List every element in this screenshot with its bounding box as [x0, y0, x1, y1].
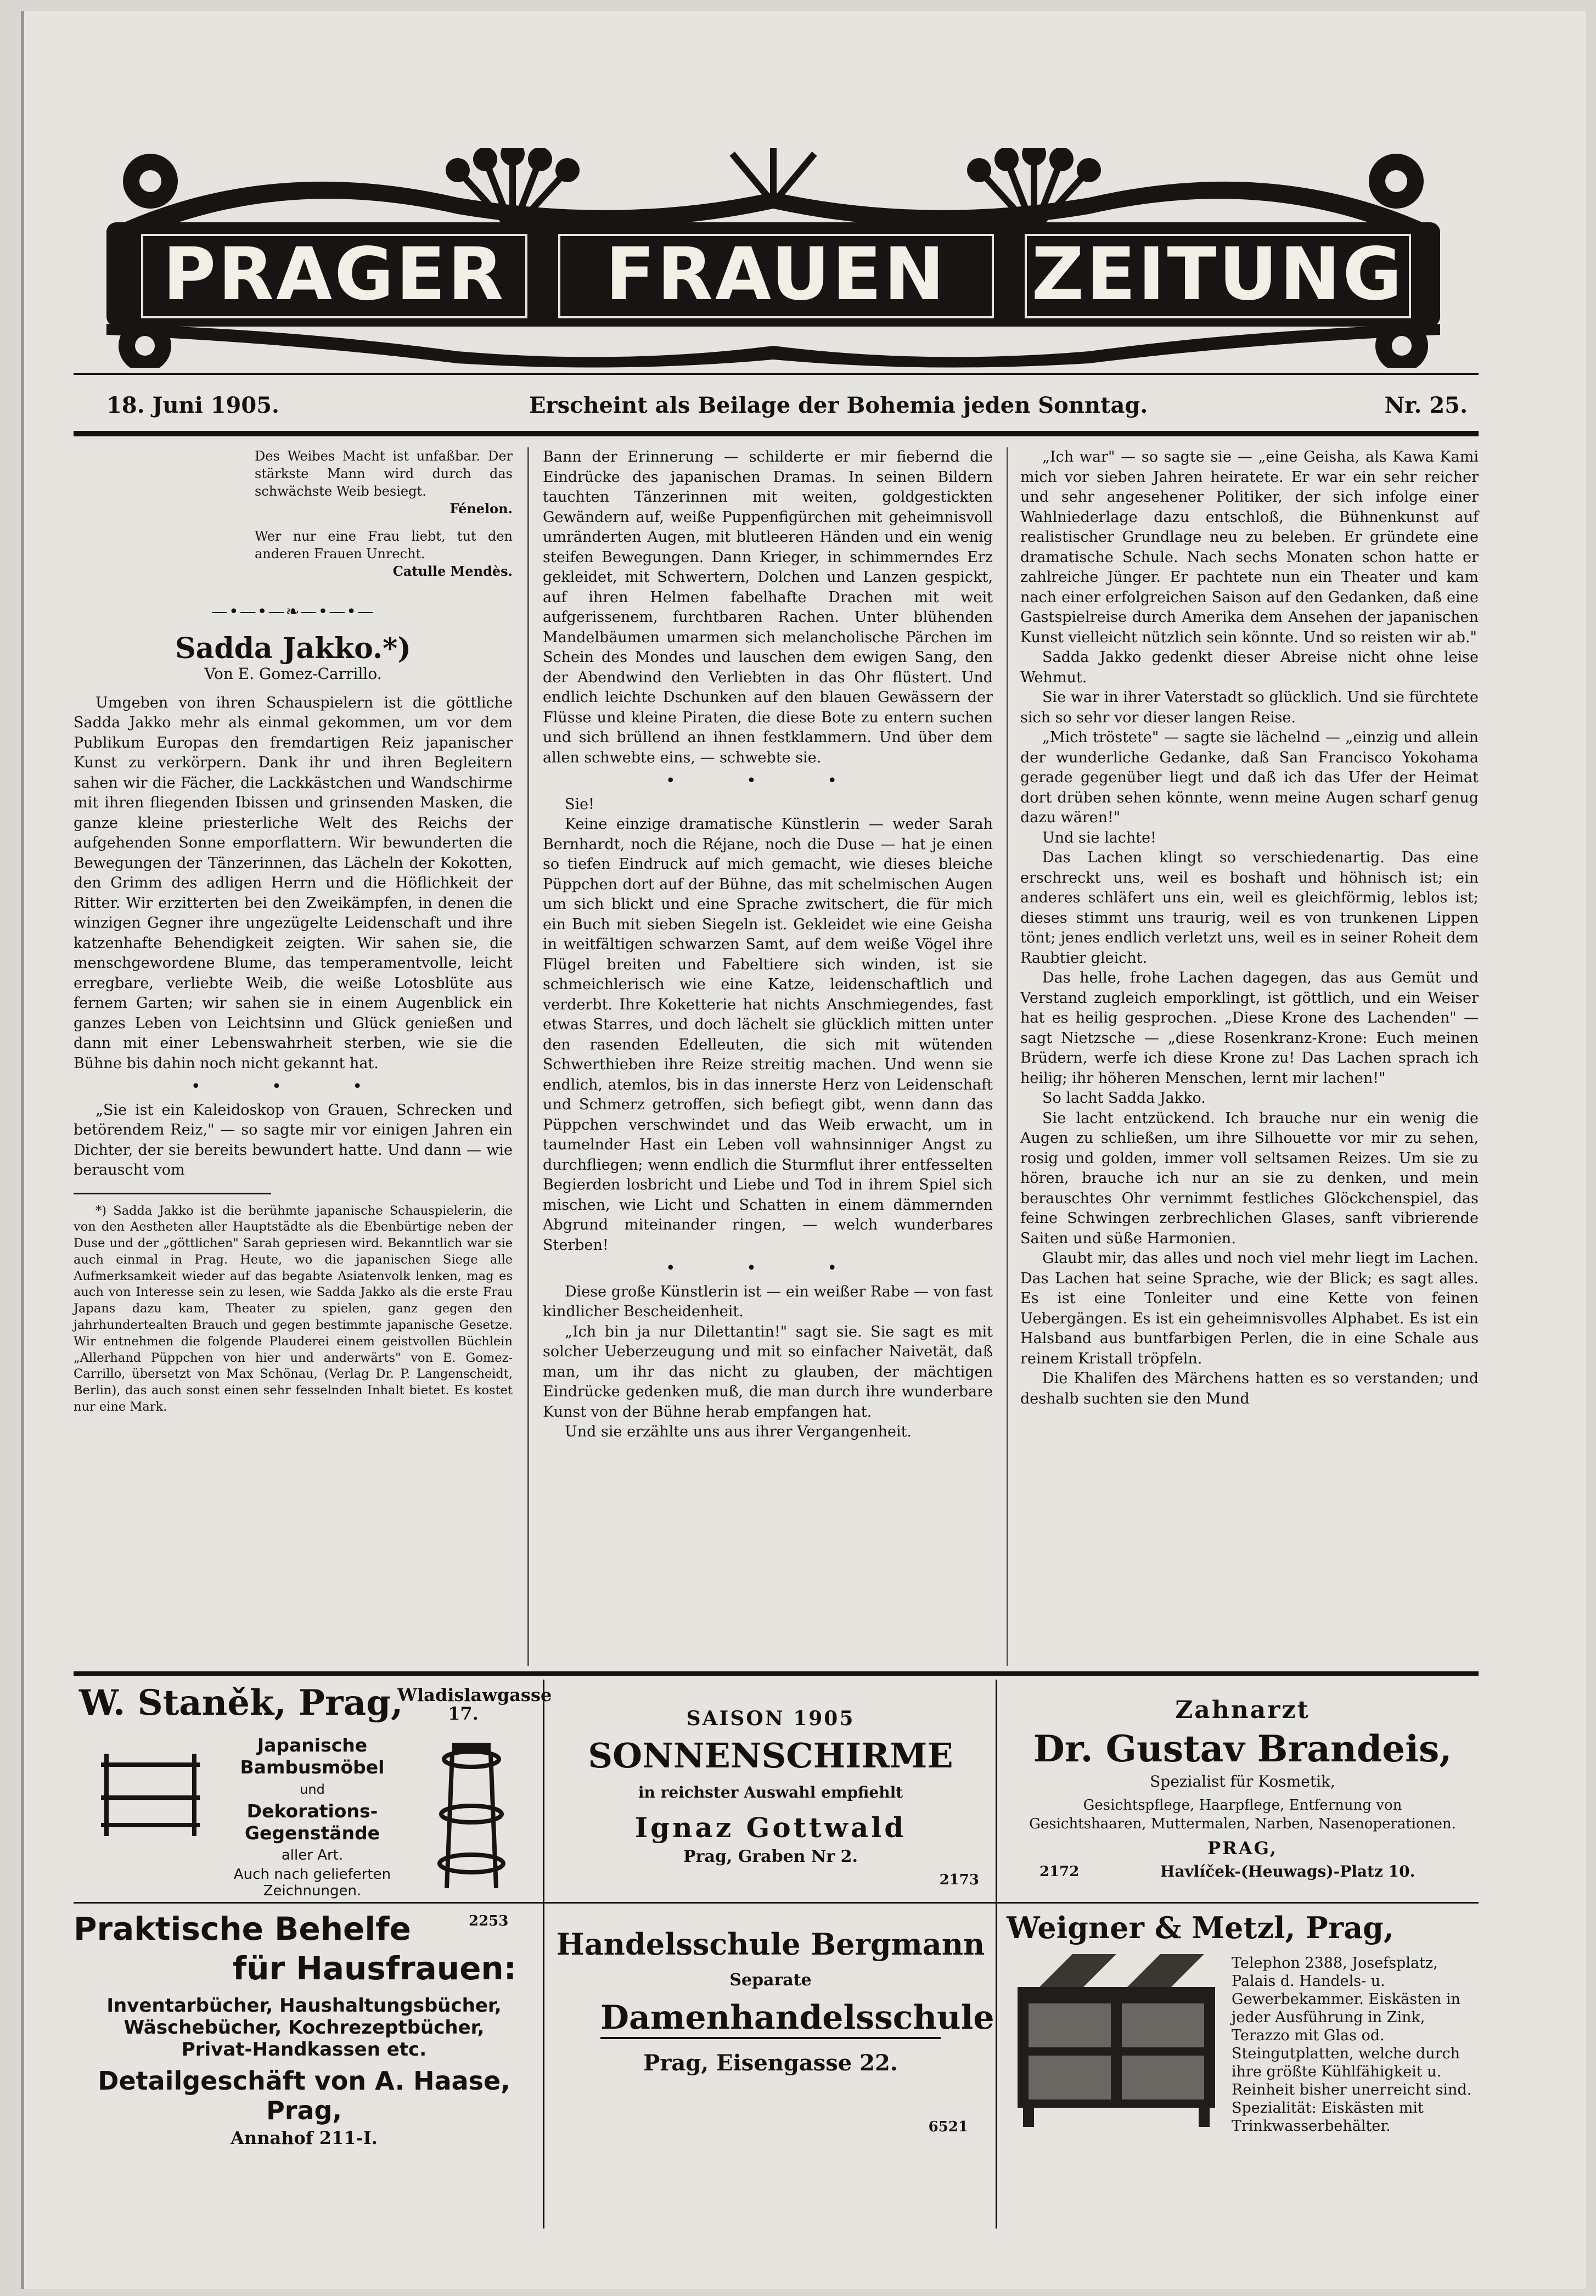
article-paragraph: Bann der Erinnerung — schilderte er mir fiebernd die Eindrücke des japanischen Dramas. In seinen Bildern tauchten Tänzerinnen mit weiten, goldgestickten Gewändern auf, weiße Puppenfigürchen mit geheimnisvoll umränderten Augen, mit blutleeren Händen und ein wenig steifen Bewegungen. Dann Krieger, in schimmerndes Erz gekleidet, mit Schwertern, Dolchen und Lanzen gespickt, auf ihren Helmen fabelhafte Drachen mit weit aufgerissenem, furchtbaren Rachen. Unter blühenden Mandelbäumen umarmen sich melancholische Pärchen im Schein des Mondes und lauschen dem ewigen Sang, den der Abendwind den Verliebten in das Ohr flüstert. Und endlich leichte Dschunken auf den blauen Gewässern der Flüsse und kleine Piraten, die diese Bote zu entern suchen und sich brüllend an ihnen festklammern. Und über dem allen schwebte eins, — schwebte sie.: [543, 448, 993, 766]
article-paragraph: Glaubt mir, das alles und noch viel mehr liegt im Lachen. Das Lachen hat seine Sprache, wie der Blick; es sagt alles. Es ist eine Tonleiter und eine Kette von feinen Uebergängen. Es ist ein geheimnisvolles Alphabet. Es ist ein Halsband aus buntfarbigen Perlen, die in eine Schale aus reinem Kristall tröpfeln.: [1020, 1250, 1479, 1367]
article-paragraph: Das helle, frohe Lachen dagegen, das aus Gemüt und Verstand zugleich emporklingt, ist göttlich, und ein Weiser hat es heilig gesprochen. „Diese Krone des Lachenden" — sagt Nietzsche — „diese Rosenkranz-Krone: Euch meinen Brüdern, werfe ich diese Krone zu! Das Lachen sprach ich heilig; ihr höheren Menschen, lernt mir lachen!": [1020, 969, 1479, 1087]
bamboo-stand-illustration: [430, 1743, 513, 1891]
article-paragraph: „Ich bin ja nur Dilettantin!" sagt sie. Sie sagt es mit solcher Ueberzeugung und mit so einfacher Naivetät, daß man, um ihr das nicht zu glauben, der mächtigen Eindrücke gedenken muß, die man durch ihre wunderbare Kunst von der Bühne herab empfangen hat.: [543, 1323, 993, 1421]
ad-gottwald: [551, 1707, 990, 1894]
motto-author-1: Fénelon.: [449, 501, 513, 517]
ad-brandeis-specialty: Spezialist für Kosmetik,: [1150, 1772, 1335, 1790]
ad-bergmann-separate: Separate: [729, 1971, 812, 1990]
ad-divider: [74, 1902, 1479, 1904]
ad-stanek-line: Gegenstände: [244, 1822, 380, 1844]
motto-quote-1: Des Weibes Macht ist unfaßbar. Der stärkste Mann wird durch das schwächste Weib besiegt.: [255, 448, 513, 499]
column-divider: [1007, 447, 1008, 1666]
ad-haase-line3: Inventarbücher, Haushaltungsbücher,: [106, 1995, 502, 2017]
ad-stanek-line: Dekorations-: [246, 1800, 378, 1822]
article-paragraph: Sadda Jakko gedenkt dieser Abreise nicht ohne leise Wehmut.: [1020, 649, 1479, 686]
column-1: [74, 447, 513, 1416]
ad-weigner-name: Weigner & Metzl, Prag,: [1007, 1910, 1394, 1945]
ad-number: 2253: [469, 1913, 509, 1929]
ad-stanek-name: W. Staněk, Prag,: [79, 1682, 403, 1724]
ad-brandeis: [1007, 1696, 1479, 1894]
ad-gottwald-sub: in reichster Auswahl empfiehlt: [638, 1783, 903, 1801]
masthead-word-prager: PRAGER: [162, 232, 506, 317]
article-byline: Von E. Gomez-Carrillo.: [204, 665, 382, 683]
ad-number: 6521: [928, 2119, 968, 2135]
article-paragraph: Das Lachen klingt so verschiedenartig. Das eine erschreckt uns, weil es boshaft und höhnisch ist; ein anderes schläfert uns ein, weil es gleichförmig, leblos ist; dieses stimmt uns traurig, weil es von trunkenen Lippen tönt; jenes endlich verletzt uns, weil es in seiner Roheit dem Raubtier gleicht.: [1020, 849, 1479, 967]
ad-haase-line4: Wäschebücher, Kochrezeptbücher,: [123, 2017, 485, 2039]
ad-number: 2172: [1039, 1863, 1080, 1880]
article-paragraph: „Mich tröstete" — sagte sie lächelnd — „einzig und allein der wunderliche Gedanke, daß San Francisco Yokohama gerade gegenüber liegt und daß ich das Ufer der Heimat dort drüben sehen könnte, wenn meine Augen scharf genug dazu wären!": [1020, 729, 1479, 826]
article-paragraph: So lacht Sadda Jakko.: [1042, 1090, 1206, 1107]
ad-haase-line1: Praktische Behelfe: [74, 1910, 411, 1947]
bamboo-shelf-illustration: [95, 1743, 205, 1842]
ad-stanek: [74, 1682, 552, 1899]
ad-weigner: [1007, 1910, 1479, 2146]
ad-divider: [996, 1680, 997, 2228]
masthead-rule: [74, 373, 1479, 375]
ad-stanek-line: und: [300, 1782, 325, 1797]
ad-bergmann-school: Handelsschule Bergmann: [556, 1927, 985, 1962]
section-break-stars: • • •: [665, 1259, 870, 1278]
ad-stanek-line: aller Art.: [281, 1847, 344, 1863]
ad-haase-line6: Detailgeschäft von A. Haase, Prag,: [98, 2066, 510, 2125]
article-paragraph: Sie!: [565, 795, 594, 813]
ad-brandeis-name: Dr. Gustav Brandeis,: [1033, 1727, 1452, 1770]
ad-number: 2173: [939, 1872, 979, 1888]
publication-note: Erscheint als Beilage der Bohemia jeden Sonntag.: [529, 392, 1148, 418]
icebox-illustration: [1007, 1954, 1226, 2130]
masthead-word-zeitung: ZEITUNG: [1031, 232, 1404, 317]
ad-brandeis-services: Gesichtspflege, Haarpflege, Entfernung von Gesichtshaaren, Muttermalen, Narben, Nasenoperationen.: [1029, 1797, 1456, 1832]
issue-number: Nr. 25.: [1384, 392, 1468, 418]
newspaper-page: [21, 11, 1586, 2289]
article-paragraph: Diese große Künstlerin ist — ein weißer Rabe — von fast kindlicher Bescheidenheit.: [543, 1283, 993, 1320]
column-divider: [527, 447, 529, 1666]
ad-gottwald-season: SAISON 1905: [686, 1707, 855, 1730]
article-paragraph: Und sie erzählte uns aus ihrer Vergangenheit.: [565, 1423, 912, 1440]
article-paragraph: „Ich war" — so sagte sie — „eine Geisha, als Kawa Kami mich vor sieben Jahren heiratete. Er war ein sehr reicher und sehr angesehener Politiker, der sich infolge einer Wahlniederlage dazu entschloß, die Bühnenkunst auf realistischer Grundlage neu zu beleben. Er gründete eine dramatische Schule. Nach sechs Monaten schon hatte er zahlreiche Jünger. Er pachtete nun ein Theater und kam nach einer erfolgreichen Saison auf den Gedanken, daß eine Gastspielreise durch Amerika dem Ansehen der japanischen Kunst vielleicht nützlich sein könnte. Und so reisten wir ab.": [1020, 448, 1479, 646]
section-ornament: —•—•—❧—•—•—: [211, 602, 375, 621]
ads-rule: [74, 1671, 1479, 1676]
ad-weigner-text: Telephon 2388, Josefsplatz, Palais d. Handels- u. Gewerbekammer. Eiskästen in jeder Ausführung in Zink, Terazzo mit Glas od. Steingutplatten, welche durch ihre größte Kühlfähigkeit u. Reinheit bisher unerreicht sind. Spezialität: Eiskästen mit Trinkwasserbehälter.: [1232, 1955, 1472, 2135]
masthead: [74, 148, 1473, 368]
ad-gottwald-name: Ignaz Gottwald: [634, 1811, 907, 1844]
article-paragraph: Und sie lachte!: [1042, 829, 1156, 846]
footnote-rule: [74, 1193, 271, 1194]
article-paragraph: Sie lacht entzückend. Ich brauche nur ein wenig die Augen zu schließen, um ihre Silhouette vor mir zu sehen, rosig und golden, immer voll seltsamen Reizes. Um sie zu hören, brauche ich nur an sie zu denken, und mein berauschtes Ohr vernimmt festliches Glöckchenspiel, das feine Schwingen zerbrechlichen Glases, sanft vibrierende Saiten und süße Harmonien.: [1020, 1109, 1479, 1247]
section-break-stars: • • •: [665, 771, 870, 790]
ad-haase-line2: für Hausfrauen:: [233, 1950, 516, 1987]
ad-stanek-street: Wladislawgasse 17.: [397, 1685, 552, 1724]
ad-bergmann: [551, 1927, 994, 2146]
ad-stanek-line: Japanische: [257, 1734, 368, 1756]
dateline: [74, 387, 1479, 436]
ad-brandeis-address: Havlíček-(Heuwags)-Platz 10.: [1160, 1862, 1415, 1880]
article-paragraph: Umgeben von ihren Schauspielern ist die göttliche Sadda Jakko mehr als einmal gekommen, um vor dem Publikum Europas den fremdartigen Reiz japanischer Kunst zu verkörpern. Dank ihr und ihren Begleitern sahen wir die Fächer, die Lackkästchen und Wandschirme mit ihren fliegenden Ibissen und grinsenden Masken, die ganze kleine priesterliche Welt des Reichs der aufgehenden Sonne emporflattern. Wir bewunderten die Bewegungen der Tänzerinnen, das Lächeln der Kokotten, den Grimm des adligen Herrn und die Höflichkeit der Ritter. Wir erzitterten bei den Zweikämpfen, in denen die winzigen Gegner ihre ungezügelte Leidenschaft und ihre katzenhafte Behendigkeit zeigten. Wir sahen sie, die menschgewordene Blume, das temperamentvolle, leicht erregbare, verliebte Weib, die weiße Lotosblüte aus fernem Garten; wir sahen sie in einem Augenblick ein ganzes Leben von Leichtsinn und Glück genießen und dann mit einer Lebenswahrheit sterben, wie sie die Bühne bis dahin noch nicht gekannt hat.: [74, 694, 513, 1072]
footnote: [74, 1203, 513, 1416]
ad-gottwald-product: SONNENSCHIRME: [588, 1736, 953, 1776]
article-paragraph: Sie war in ihrer Vaterstadt so glücklich. Und sie fürchtete sich so sehr vor dieser langen Reise.: [1020, 689, 1479, 726]
ad-haase-line5: Privat-Handkassen etc.: [181, 2039, 427, 2061]
motto: [255, 447, 513, 580]
article-paragraph: „Sie ist ein Kaleidoskop von Grauen, Schrecken und betörendem Reiz," — so sagte mir vor einigen Jahren ein Dichter, der sie bereits bewundert hatte. Und dann — wie berauscht vom: [74, 1101, 513, 1178]
ad-stanek-line: Auch nach gelieferten Zeichnungen.: [233, 1866, 391, 1899]
ad-haase: [74, 1910, 535, 2146]
ad-brandeis-kicker: Zahnarzt: [1175, 1696, 1310, 1724]
motto-author-2: Catulle Mendès.: [392, 563, 513, 579]
motto-quote-2: Wer nur eine Frau liebt, tut den anderen Frauen Unrecht.: [255, 529, 513, 562]
ad-brandeis-city: PRAG,: [1207, 1838, 1278, 1859]
ad-stanek-line: Bambusmöbel: [240, 1756, 385, 1778]
column-3: [1020, 447, 1479, 1409]
article-paragraph: Die Khalifen des Märchens hatten es so verstanden; und deshalb suchten sie den Mund: [1020, 1370, 1479, 1407]
ad-gottwald-address: Prag, Graben Nr 2.: [683, 1847, 858, 1866]
column-2: [543, 447, 993, 1442]
footnote-text: *) Sadda Jakko ist die berühmte japanische Schauspielerin, die von den Aestheten aller Hauptstädte als die Ebenbürtige neben der Duse und der „göttlichen" Sarah gepriesen wird. Bekanntlich war sie auch einmal in Prag. Heute, wo die japanischen Siege alle Aufmerksamkeit wieder auf das begabte Asiatenvolk lenken, mag es auch von Interesse sein zu lesen, wie Sadda Jakko als die erste Frau Japans dazu kam, Theater zu spielen, ganz gegen den jahrhundertealten Brauch und gegen bestimmte japanische Gesetze. Wir entnehmen die folgende Plauderei einem geistvollen Büchlein „Allerhand Püppchen von hier und anderwärts" von E. Gomez-Carrillo, übersetzt von Max Schönau, (Verlag Dr. P. Langenscheidt, Berlin), das auch sonst einen sehr fesselnden Inhalt bietet. Es kostet nur eine Mark.: [74, 1203, 513, 1414]
masthead-word-frauen: FRAUEN: [605, 232, 947, 317]
section-break-stars: • • •: [190, 1077, 396, 1096]
article-title: Sadda Jakko.*): [175, 631, 411, 665]
issue-date: 18. Juni 1905.: [106, 392, 279, 418]
ad-divider: [543, 1680, 544, 2228]
ad-bergmann-damen: Damenhandelsschule: [600, 1999, 941, 2039]
article-paragraph: Keine einzige dramatische Künstlerin — weder Sarah Bernhardt, noch die Réjane, noch die Duse — hat je einen so tiefen Eindruck auf mich gemacht, wie dieses bleiche Püppchen dort auf der Bühne, das mit schelmischen Augen um sich blickt und eine Sprache zwitschert, die für mich ein Buch mit sieben Siegeln ist. Gekleidet wie eine Geisha in weitfältigen schwarzen Samt, auf dem weiße Vögel ihre Flügel breiten und Fabeltiere sich winden, ist sie schmeichlerisch wie eine Katze, leidenschaftlich und verderbt. Ihre Koketterie hat nichts Anschmiegendes, fast etwas Starres, und doch lächelt sie glücklich mitten unter den rasenden Edelleuten, die sich mit wütenden Schwerthieben ihre Reize streitig machen. Und wenn sie endlich, atemlos, bis in das innerste Herz von Leidenschaft und Schmerz getroffen, sich befiegt gibt, wenn dann das Püppchen verschwindet und das Weib erwacht, um in taumelnder Hast ein Leben voll wahnsinniger Angst zu durchfliegen; wenn endlich die Sturmflut ihrer entfesselten Begierden losbricht und Liebe und Tod in ihrem Spiel sich mischen, wie Licht und Schatten in einem dämmernden Abgrund miteinander ringen, — welch wunderbares Sterben!: [543, 816, 993, 1254]
ad-haase-line7: Annahof 211-I.: [231, 2127, 378, 2148]
ad-stanek-text: [211, 1734, 414, 1899]
ad-bergmann-address: Prag, Eisengasse 22.: [643, 2050, 898, 2076]
